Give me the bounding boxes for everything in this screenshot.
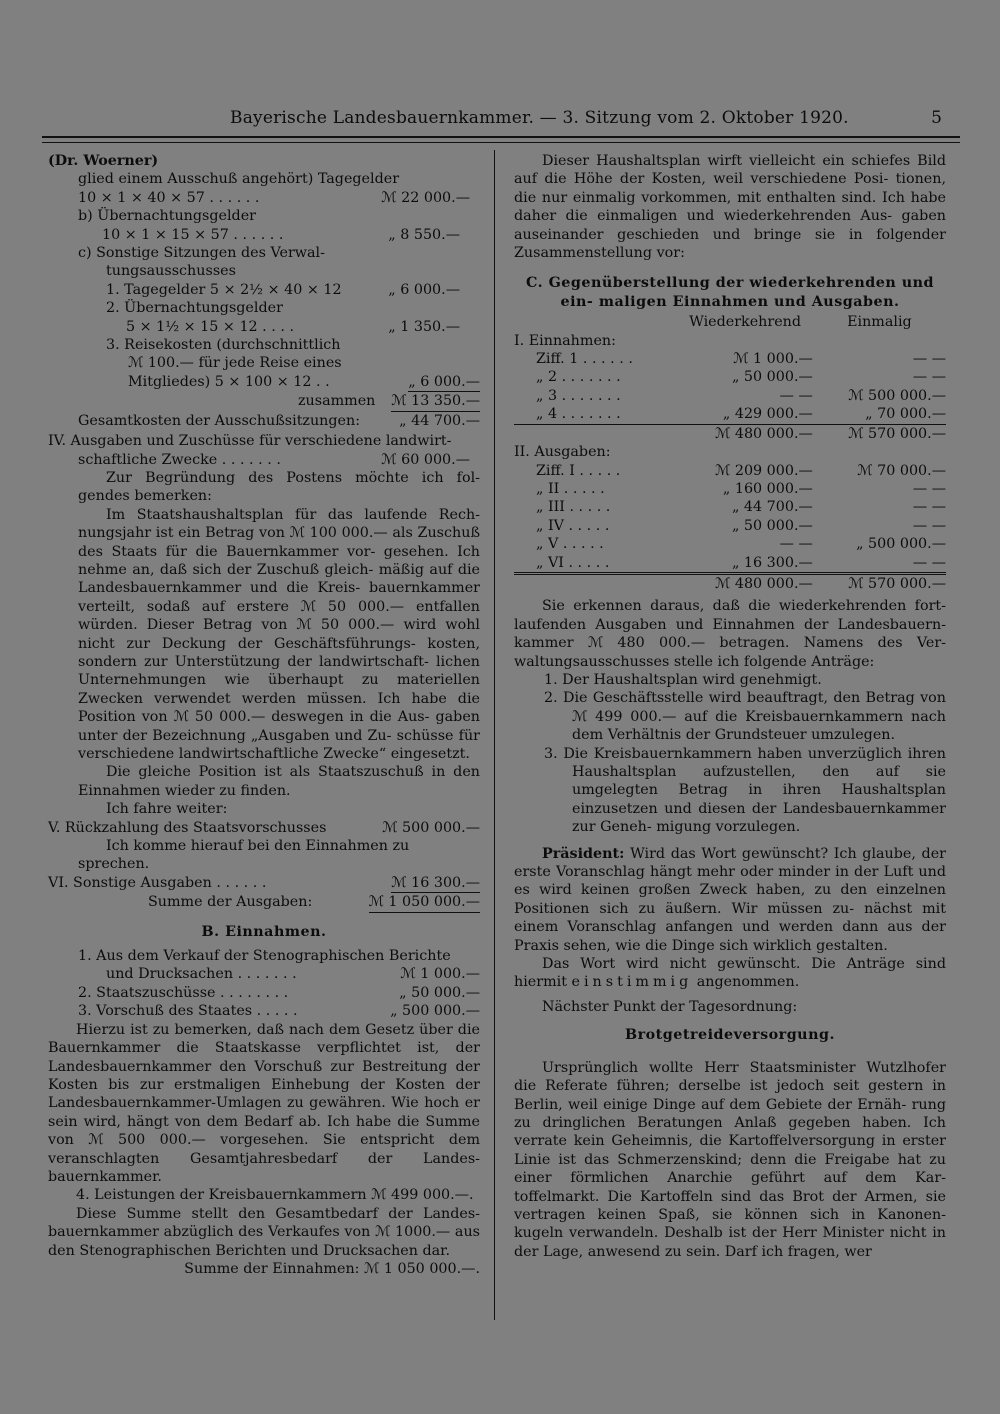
item-amount: ℳ 60 000.— — [381, 451, 470, 468]
table-cell: „ III . . . . . — [536, 499, 611, 516]
table-cell: — — — [912, 554, 946, 571]
item-label: und Drucksachen . . . . . . . — [106, 966, 297, 983]
table-row — [514, 368, 946, 386]
total-line — [48, 893, 480, 912]
table-cell: — — — [912, 369, 946, 386]
item-amount: „ 50 000.— — [399, 984, 480, 1001]
motion-item: 3. Die Kreisbauernkammern haben unverzüglich ihren Haushaltsplan aufzustellen, den auf sie umgelegten Betrag in ihren Haushaltsplan einzusetzen und diesen der Landesbauernkammer zur Geneh- migung vorzulegen. — [544, 745, 946, 836]
column-header: Wiederkehrend — [689, 314, 802, 331]
table-cell: „ V . . . . . — [536, 536, 604, 553]
expense-rows — [514, 462, 946, 574]
text-span: angenommen. — [696, 974, 800, 991]
table-row — [514, 480, 946, 498]
table-row — [514, 517, 946, 535]
table-cell: ℳ 570 000.— — [813, 573, 946, 593]
table-group-row — [514, 443, 946, 461]
left-column — [48, 152, 480, 1278]
item-amount: ℳ 500 000.— — [382, 819, 480, 836]
table-cell: — — — [912, 517, 946, 534]
table-cell: „ 160 000.— — [722, 480, 813, 497]
text-line: c) Sonstige Sitzungen des Verwal- — [78, 245, 325, 262]
item-line — [48, 226, 480, 244]
item-amount: ℳ 1 000.— — [400, 966, 480, 983]
table-row — [514, 462, 946, 480]
item-line — [48, 874, 480, 893]
item-amount: „ 6 000.— — [388, 281, 460, 298]
item-label: 2. Staatszuschüsse . . . . . . . . — [78, 984, 289, 1001]
table-cell: ℳ 70 000.— — [857, 462, 946, 479]
table-row — [514, 554, 946, 574]
header-rule — [42, 136, 960, 143]
table-row — [514, 573, 946, 593]
item-label: 1. Tagegelder 5 × 2½ × 40 × 12 — [106, 281, 342, 298]
income-rows — [514, 350, 946, 424]
table-cell: „ II . . . . . — [536, 480, 605, 497]
motion-item: 1. Der Haushaltsplan wird genehmigt. — [544, 671, 822, 688]
page-header — [40, 108, 960, 134]
text-line: tungsausschusses — [106, 263, 236, 280]
running-title: Bayerische Landesbauernkammer. — 3. Sitzung vom 2. Oktober 1920. — [230, 108, 849, 128]
text-line: glied einem Ausschuß angehört) Tagegelder — [78, 171, 400, 188]
table-cell: „ 2 . . . . . . . — [536, 369, 621, 386]
table-header-row — [514, 313, 946, 331]
group-heading: I. Einnahmen: — [514, 332, 616, 349]
text-span: Das Wort wird nicht gewünscht. Die Anträge sind hiermit — [514, 956, 946, 991]
table-cell: „ 70 000.— — [865, 406, 946, 423]
group-heading: II. Ausgaben: — [514, 444, 611, 461]
column-divider — [494, 150, 495, 1320]
item-label: V. Rückzahlung des Staatsvorschusses — [48, 819, 327, 836]
item-amount: „ 1 350.— — [388, 318, 460, 335]
total-line — [48, 412, 480, 430]
total-amount: „ 44 700.— — [399, 412, 480, 429]
table-cell: Ziff. 1 . . . . . . — [536, 351, 633, 368]
text-line: 1. Aus dem Verkauf der Stenographischen Berichte — [78, 948, 451, 965]
paragraph: Dieser Haushaltsplan wirft vielleicht ein schiefes Bild auf die Höhe der Kosten, weil verschiedene Posi- tionen, die nur einmalig vorkommen, mit enthalten sind. Ich habe daher die einmaligen und wiederkehrenden Aus- gaben auseinander geschieden und bringe sie in folgender Zusammenstellung vor: — [514, 153, 946, 262]
income-total: Summe der Einnahmen: ℳ 1 050 000.—. — [184, 1260, 480, 1277]
paragraph: Diese Summe stellt den Gesamtbedarf der Landes- bauernkammer abzüglich des Verkaufes von ℳ 1000.— aus den Stenographischen Berichten und Drucksachen dar. — [48, 1205, 480, 1259]
subtotal-amount: ℳ 13 350.— — [391, 392, 480, 411]
table-cell: „ 50 000.— — [731, 517, 813, 534]
total-label: Summe der Ausgaben: — [148, 894, 313, 911]
item-label: 10 × 1 × 40 × 57 . . . . . . — [78, 189, 260, 206]
speaker-label: Präsident: — [542, 845, 625, 862]
item-amount: „ 500 000.— — [390, 1003, 480, 1020]
text-line: 3. Reisekosten (durchschnittlich — [106, 337, 341, 354]
speaker-label: (Dr. Woerner) — [48, 153, 159, 169]
motion-item: 2. Die Geschäftsstelle wird beauftragt, den Betrag von ℳ 499 000.— auf die Kreisbauernkammern nach dem Verhältnis der Grundsteuer umzulegen. — [544, 690, 946, 744]
item-line — [48, 318, 480, 336]
table-cell: — — — [779, 387, 813, 404]
item-line — [48, 451, 480, 469]
item-label: schaftliche Zwecke . . . . . . . — [78, 451, 281, 468]
table-cell: — — — [912, 499, 946, 516]
item-amount: ℳ 22 000.— — [381, 189, 470, 206]
paragraph: Die gleiche Position ist als Staatszuschuß in den Einnahmen wieder zu finden. — [78, 764, 480, 799]
text-line: 2. Übernachtungsgelder — [106, 300, 283, 317]
item-amount: „ 6 000.— — [408, 373, 480, 392]
section-c-title: C. Gegenüberstellung der wiederkehrenden und ein- maligen Einnahmen und Ausgaben. — [525, 275, 934, 310]
table-cell: „ 429 000.— — [722, 406, 813, 423]
table-row — [514, 424, 946, 443]
right-column — [514, 152, 946, 1261]
total-label: Gesamtkosten der Ausschußsitzungen: — [78, 412, 361, 429]
table-cell: Ziff. I . . . . . — [536, 462, 621, 479]
item-label: 10 × 1 × 15 × 57 . . . . . . — [102, 226, 284, 243]
paragraph: Ursprünglich wollte Herr Staatsminister Wutzlhofer die Referate führen; derselbe ist jedoch seit gestern in Berlin, weil einige Dinge auf dem Gebiete der Ernäh- rung zu dringlichen Beratungen Anlaß gegeben haben. Ich verrate kein Geheimnis, die Kartoffelversorgung in erster Linie ist das Schmerzenskind; denn die Freigabe hat zu einer förmlichen Anarchie geführt auf dem Kar- toffelmarkt. Die Kartoffeln sind das Brot der Armen, sie vertragen keinen Spaß, sie können sich in Kanonen- kugeln verwandeln. Deshalb ist der Herr Minister nicht in der Lage, anwesend zu sein. Darf ich fragen, wer — [514, 1059, 946, 1260]
item-line — [48, 281, 480, 299]
table-cell: ℳ 209 000.— — [715, 462, 813, 479]
table-cell: „ 50 000.— — [731, 369, 813, 386]
table-cell: ℳ 570 000.— — [813, 424, 946, 443]
table-cell: ℳ 480 000.— — [677, 424, 812, 443]
paragraph — [514, 955, 946, 992]
item-line — [48, 965, 480, 983]
subtotal-line — [48, 392, 480, 411]
text-span: einstimmig — [571, 974, 693, 991]
section-b-title: B. Einnahmen. — [201, 923, 327, 940]
item-amount: „ 8 550.— — [388, 226, 460, 243]
section-iv-heading: IV. Ausgaben und Zuschüsse für verschiedene landwirt- — [48, 433, 452, 450]
item-line — [48, 984, 480, 1002]
paragraph — [514, 845, 946, 955]
agenda-line: Nächster Punkt der Tagesordnung: — [542, 998, 798, 1015]
total-amount: ℳ 1 050 000.— — [369, 893, 480, 912]
table-cell: „ IV . . . . . — [536, 517, 610, 534]
table-cell: ℳ 500 000.— — [848, 387, 946, 404]
page-number: 5 — [931, 108, 942, 128]
table-row — [514, 387, 946, 405]
table-cell: — — — [779, 536, 813, 553]
table-cell: ℳ 1 000.— — [733, 351, 813, 368]
table-cell: — — — [912, 480, 946, 497]
item-line — [48, 373, 480, 392]
item-line — [48, 1002, 480, 1020]
table-cell: „ 4 . . . . . . . — [536, 406, 621, 423]
paragraph: Sie erkennen daraus, daß die wiederkehrenden fort- laufenden Ausgaben und Einnahmen der Landesbauern- kammer ℳ 480 000.— betragen. Namens des Ver- waltungsausschusses stelle ich folgende Anträge: — [514, 598, 946, 670]
subtotal-label: zusammen — [298, 393, 376, 410]
paragraph: Ich komme hierauf bei den Einnahmen zu sprechen. — [78, 838, 410, 873]
item-amount: ℳ 16 300.— — [391, 874, 480, 893]
table-row — [514, 498, 946, 516]
item-line — [48, 189, 480, 207]
column-header: Einmalig — [847, 314, 912, 331]
item-label: 3. Vorschuß des Staates . . . . . — [78, 1003, 298, 1020]
table-cell: „ VI . . . . . — [536, 554, 610, 571]
table-cell: „ 3 . . . . . . . — [536, 387, 621, 404]
speech-text: Wird das Wort gewünscht? Ich glaube, der erste Voranschlag hängt mehr oder minder in der Luft und es wird keinen großen Zweck haben, zu den einzelnen Positionen sich zu äußern. Wir müssen zu- nächst mit einem Voranschlag anfangen und werden dann aus der Praxis sehen, wie die Dinge sich wirklich gestalten. — [514, 845, 946, 954]
paragraph: Hierzu ist zu bemerken, daß nach dem Gesetz über die Bauernkammer die Staatskasse verpflichtet ist, der Landesbauernkammer den Vorschuß zur Bestreitung der Kosten bis zur erstmaligen Einhebung der Kosten der Landesbauernkammer-Umlagen zu gewähren. Wie hoch er sein wird, hängt von dem Bedarf ab. Ich habe die Summe von ℳ 500 000.— vorgesehen. Sie entspricht dem veranschlagten Gesamtjahresbedarf der Landes- bauernkammer. — [48, 1021, 480, 1185]
paragraph: 4. Leistungen der Kreisbauernkammern ℳ 499 000.—. — [76, 1187, 474, 1204]
table-row — [514, 405, 946, 424]
item-label: VI. Sonstige Ausgaben . . . . . . — [48, 874, 267, 891]
item-label: Mitgliedes) 5 × 100 × 12 . . — [128, 373, 330, 390]
item-line — [48, 819, 480, 837]
paragraph: Im Staatshaushaltsplan für das laufende Rech- nungsjahr ist ein Betrag von ℳ 100 000.— als Zuschuß des Staats für die Bauernkammer vor- gesehen. Ich nehme an, daß sich der Zuschuß gleich- mäßig auf die Landesbauernkammer und die Kreis- bauernkammer verteilt, sodaß auf erstere ℳ 50 000.— entfallen würden. Dieser Betrag von ℳ 50 000.— wird wohl nicht zur Deckung der Geschäftsführungs- kosten, sondern zur Unterstützung der landwirtschaft- lichen Unternehmungen wie überhaupt zu materiellen Zwecken verwendet werden müssen. Ich habe die Position von ℳ 50 000.— deswegen in die Aus- gaben unter der Bezeichnung „Ausgaben und Zu- schüsse für verschiedene landwirtschaftliche Zwecke“ eingesetzt. — [78, 506, 480, 762]
table-cell: ℳ 480 000.— — [677, 573, 812, 593]
comparison-table — [514, 313, 946, 593]
table-cell: „ 500 000.— — [856, 536, 946, 553]
table-cell: — — — [912, 351, 946, 368]
table-group-row — [514, 332, 946, 350]
text-line: b) Übernachtungsgelder — [78, 208, 256, 225]
table-row — [514, 535, 946, 553]
table-cell: „ 44 700.— — [731, 499, 813, 516]
paragraph: Ich fahre weiter: — [106, 801, 228, 818]
table-row — [514, 350, 946, 368]
item-label: 5 × 1½ × 15 × 12 . . . . — [126, 318, 294, 335]
table-cell: „ 16 300.— — [731, 554, 813, 571]
paragraph: Zur Begründung des Postens möchte ich fol- gendes bemerken: — [78, 469, 480, 505]
text-line: ℳ 100.— für jede Reise eines — [128, 355, 342, 372]
section-title: Brotgetreideversorgung. — [625, 1027, 835, 1044]
